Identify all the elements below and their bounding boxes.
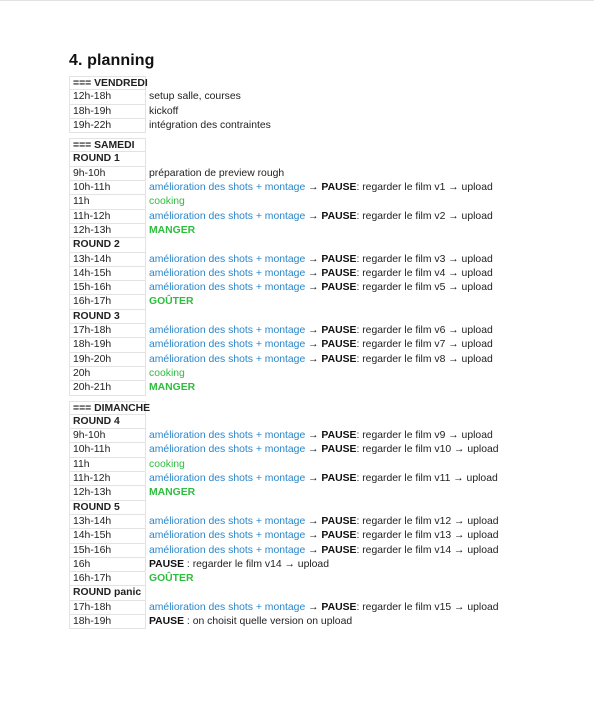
activity-text: PAUSE (149, 615, 185, 627)
activity-text: : regarder le film v7 → upload (356, 339, 493, 351)
activity-text: : regarder le film v1 → upload (356, 182, 493, 194)
planning-table (69, 76, 519, 634)
table-row (69, 443, 519, 457)
activity-text: → (305, 544, 322, 556)
activity-text: PAUSE (321, 544, 357, 556)
activity-text: → (305, 182, 322, 194)
activity-cell (146, 381, 195, 395)
activity-text: PAUSE (321, 473, 357, 485)
activity-text: PAUSE (321, 253, 357, 265)
activity-text: → (305, 339, 322, 351)
table-row (69, 210, 519, 224)
activity-text: amélioration des shots + montage (149, 473, 306, 485)
activity-cell (146, 195, 185, 209)
table-row (69, 381, 519, 395)
activity-text: PAUSE (321, 444, 357, 456)
activity-text: → (305, 325, 322, 337)
activity-cell (146, 458, 185, 472)
section-header-cell: ROUND 5 (69, 501, 146, 515)
activity-text: PAUSE (149, 558, 185, 570)
activity-cell (146, 138, 149, 152)
section-header-cell: ROUND panic (69, 586, 146, 600)
activity-cell (146, 443, 499, 457)
time-cell: 20h (69, 367, 146, 381)
activity-text: MANGER (149, 224, 196, 236)
activity-cell (146, 353, 493, 367)
time-cell: 12h-18h (69, 90, 146, 104)
activity-text: PAUSE (321, 353, 357, 365)
section-header-cell: === SAMEDI (69, 138, 146, 152)
activity-text: : regarder le film v10 → upload (356, 444, 499, 456)
activity-text: amélioration des shots + montage (149, 210, 306, 222)
activity-text: GOÛTER (149, 296, 194, 308)
activity-text: → (305, 267, 322, 279)
section-header-cell: ROUND 1 (69, 152, 146, 166)
activity-text: : regarder le film v15 → upload (356, 601, 499, 613)
activity-cell (146, 253, 493, 267)
table-row (69, 119, 519, 133)
time-cell: 11h (69, 195, 146, 209)
activity-cell (146, 105, 178, 119)
activity-text: amélioration des shots + montage (149, 601, 306, 613)
activity-text: cooking (149, 458, 185, 470)
activity-text: PAUSE (321, 210, 357, 222)
time-cell: 15h-16h (69, 281, 146, 295)
activity-cell (146, 429, 493, 443)
planning-section (69, 138, 519, 395)
table-row (69, 152, 519, 166)
activity-text: préparation de preview rough (149, 167, 285, 179)
activity-cell (146, 76, 149, 90)
time-cell: 12h-13h (69, 486, 146, 500)
table-row (69, 238, 519, 252)
activity-cell (146, 601, 499, 615)
activity-cell (146, 338, 493, 352)
activity-text: → (305, 473, 322, 485)
activity-cell (146, 515, 499, 529)
time-cell: 14h-15h (69, 267, 146, 281)
time-cell: 9h-10h (69, 167, 146, 181)
activity-text: amélioration des shots + montage (149, 267, 306, 279)
table-row (69, 338, 519, 352)
time-cell: 16h-17h (69, 295, 146, 309)
activity-text: → (305, 282, 322, 294)
table-row (69, 267, 519, 281)
page-title: 4. planning (69, 52, 155, 69)
planning-section (69, 401, 519, 630)
activity-cell (146, 267, 493, 281)
time-cell: 18h-19h (69, 105, 146, 119)
activity-text: : on choisit quelle version on upload (184, 615, 353, 627)
section-header-cell: ROUND 3 (69, 310, 146, 324)
activity-text: : regarder le film v8 → upload (356, 353, 493, 365)
activity-text: amélioration des shots + montage (149, 339, 306, 351)
activity-text: amélioration des shots + montage (149, 325, 306, 337)
activity-text: : regarder le film v14 → upload (184, 558, 329, 570)
activity-cell (146, 415, 149, 429)
activity-text: → (305, 515, 322, 527)
activity-text: PAUSE (321, 515, 357, 527)
table-row (69, 253, 519, 267)
time-cell: 11h-12h (69, 472, 146, 486)
table-row (69, 429, 519, 443)
activity-text: PAUSE (321, 282, 357, 294)
activity-text: : regarder le film v5 → upload (356, 282, 493, 294)
time-cell: 10h-11h (69, 443, 146, 457)
activity-text: → (305, 530, 322, 542)
activity-text: : regarder le film v12 → upload (356, 515, 499, 527)
time-cell: 13h-14h (69, 253, 146, 267)
time-cell: 18h-19h (69, 615, 146, 629)
section-header-cell: === VENDREDI (69, 76, 146, 90)
time-cell: 13h-14h (69, 515, 146, 529)
table-row (69, 181, 519, 195)
activity-cell (146, 586, 149, 600)
time-cell: 16h-17h (69, 572, 146, 586)
time-cell: 19h-20h (69, 353, 146, 367)
activity-text: PAUSE (321, 430, 357, 442)
table-row (69, 515, 519, 529)
section-header-cell: === DIMANCHE (69, 401, 146, 415)
time-cell: 9h-10h (69, 429, 146, 443)
activity-cell (146, 90, 241, 104)
activity-cell (146, 152, 149, 166)
activity-cell (146, 324, 493, 338)
table-row (69, 353, 519, 367)
activity-text: : regarder le film v2 → upload (356, 210, 493, 222)
table-row (69, 415, 519, 429)
table-row (69, 310, 519, 324)
activity-text: amélioration des shots + montage (149, 182, 306, 194)
time-cell: 20h-21h (69, 381, 146, 395)
activity-text: → (305, 253, 322, 265)
table-row (69, 90, 519, 104)
table-row (69, 76, 519, 90)
activity-text: cooking (149, 196, 185, 208)
activity-text: PAUSE (321, 339, 357, 351)
activity-text: kickoff (149, 105, 179, 117)
activity-text: PAUSE (321, 182, 357, 194)
activity-cell (146, 486, 195, 500)
activity-text: → (305, 601, 322, 613)
table-row (69, 486, 519, 500)
activity-text: cooking (149, 367, 185, 379)
activity-text: amélioration des shots + montage (149, 430, 306, 442)
table-row (69, 401, 519, 415)
activity-text: → (305, 210, 322, 222)
activity-cell (146, 210, 493, 224)
activity-cell (146, 615, 352, 629)
activity-cell (146, 367, 185, 381)
activity-text: : regarder le film v9 → upload (356, 430, 493, 442)
activity-cell (146, 310, 149, 324)
time-cell: 10h-11h (69, 181, 146, 195)
activity-text: → (305, 353, 322, 365)
activity-cell (146, 167, 284, 181)
activity-text: PAUSE (321, 267, 357, 279)
table-row (69, 472, 519, 486)
activity-cell (146, 401, 149, 415)
table-row (69, 529, 519, 543)
activity-text: MANGER (149, 382, 196, 394)
activity-text: amélioration des shots + montage (149, 515, 306, 527)
activity-cell (146, 181, 493, 195)
activity-cell (146, 501, 149, 515)
activity-cell (146, 238, 149, 252)
activity-text: amélioration des shots + montage (149, 444, 306, 456)
time-cell: 17h-18h (69, 601, 146, 615)
activity-text: : regarder le film v11 → upload (356, 473, 498, 485)
activity-text: PAUSE (321, 325, 357, 337)
table-row (69, 601, 519, 615)
time-cell: 17h-18h (69, 324, 146, 338)
time-cell: 16h (69, 558, 146, 572)
activity-cell (146, 558, 329, 572)
table-row (69, 367, 519, 381)
table-row (69, 458, 519, 472)
table-row (69, 586, 519, 600)
activity-text: PAUSE (321, 601, 357, 613)
activity-text: amélioration des shots + montage (149, 353, 306, 365)
page-top-divider (0, 0, 594, 1)
table-row (69, 501, 519, 515)
activity-text: amélioration des shots + montage (149, 253, 306, 265)
table-row (69, 558, 519, 572)
time-cell: 19h-22h (69, 119, 146, 133)
table-row (69, 167, 519, 181)
activity-cell (146, 544, 499, 558)
activity-text: : regarder le film v6 → upload (356, 325, 493, 337)
activity-text: : regarder le film v4 → upload (356, 267, 493, 279)
activity-cell (146, 119, 271, 133)
activity-text: intégration des contraintes (149, 119, 271, 131)
time-cell: 11h-12h (69, 210, 146, 224)
activity-text: amélioration des shots + montage (149, 544, 306, 556)
activity-text: → (305, 444, 322, 456)
table-row (69, 195, 519, 209)
time-cell: 12h-13h (69, 224, 146, 238)
table-row (69, 138, 519, 152)
activity-text: MANGER (149, 487, 196, 499)
table-row (69, 544, 519, 558)
activity-cell (146, 529, 499, 543)
table-row (69, 324, 519, 338)
activity-cell (146, 224, 195, 238)
activity-text: amélioration des shots + montage (149, 282, 306, 294)
time-cell: 18h-19h (69, 338, 146, 352)
activity-text: GOÛTER (149, 573, 194, 585)
activity-text: : regarder le film v13 → upload (356, 530, 499, 542)
activity-text: setup salle, courses (149, 91, 241, 103)
time-cell: 14h-15h (69, 529, 146, 543)
activity-text: → (305, 430, 322, 442)
planning-section (69, 76, 519, 133)
activity-cell (146, 572, 193, 586)
activity-text: : regarder le film v14 → upload (356, 544, 499, 556)
activity-cell (146, 281, 493, 295)
activity-text: amélioration des shots + montage (149, 530, 306, 542)
section-header-cell: ROUND 2 (69, 238, 146, 252)
table-row (69, 295, 519, 309)
activity-cell (146, 472, 498, 486)
activity-cell (146, 295, 193, 309)
table-row (69, 615, 519, 629)
table-row (69, 105, 519, 119)
table-row (69, 572, 519, 586)
time-cell: 15h-16h (69, 544, 146, 558)
table-row (69, 281, 519, 295)
time-cell: 11h (69, 458, 146, 472)
section-header-cell: ROUND 4 (69, 415, 146, 429)
activity-text: PAUSE (321, 530, 357, 542)
activity-text: : regarder le film v3 → upload (356, 253, 493, 265)
table-row (69, 224, 519, 238)
